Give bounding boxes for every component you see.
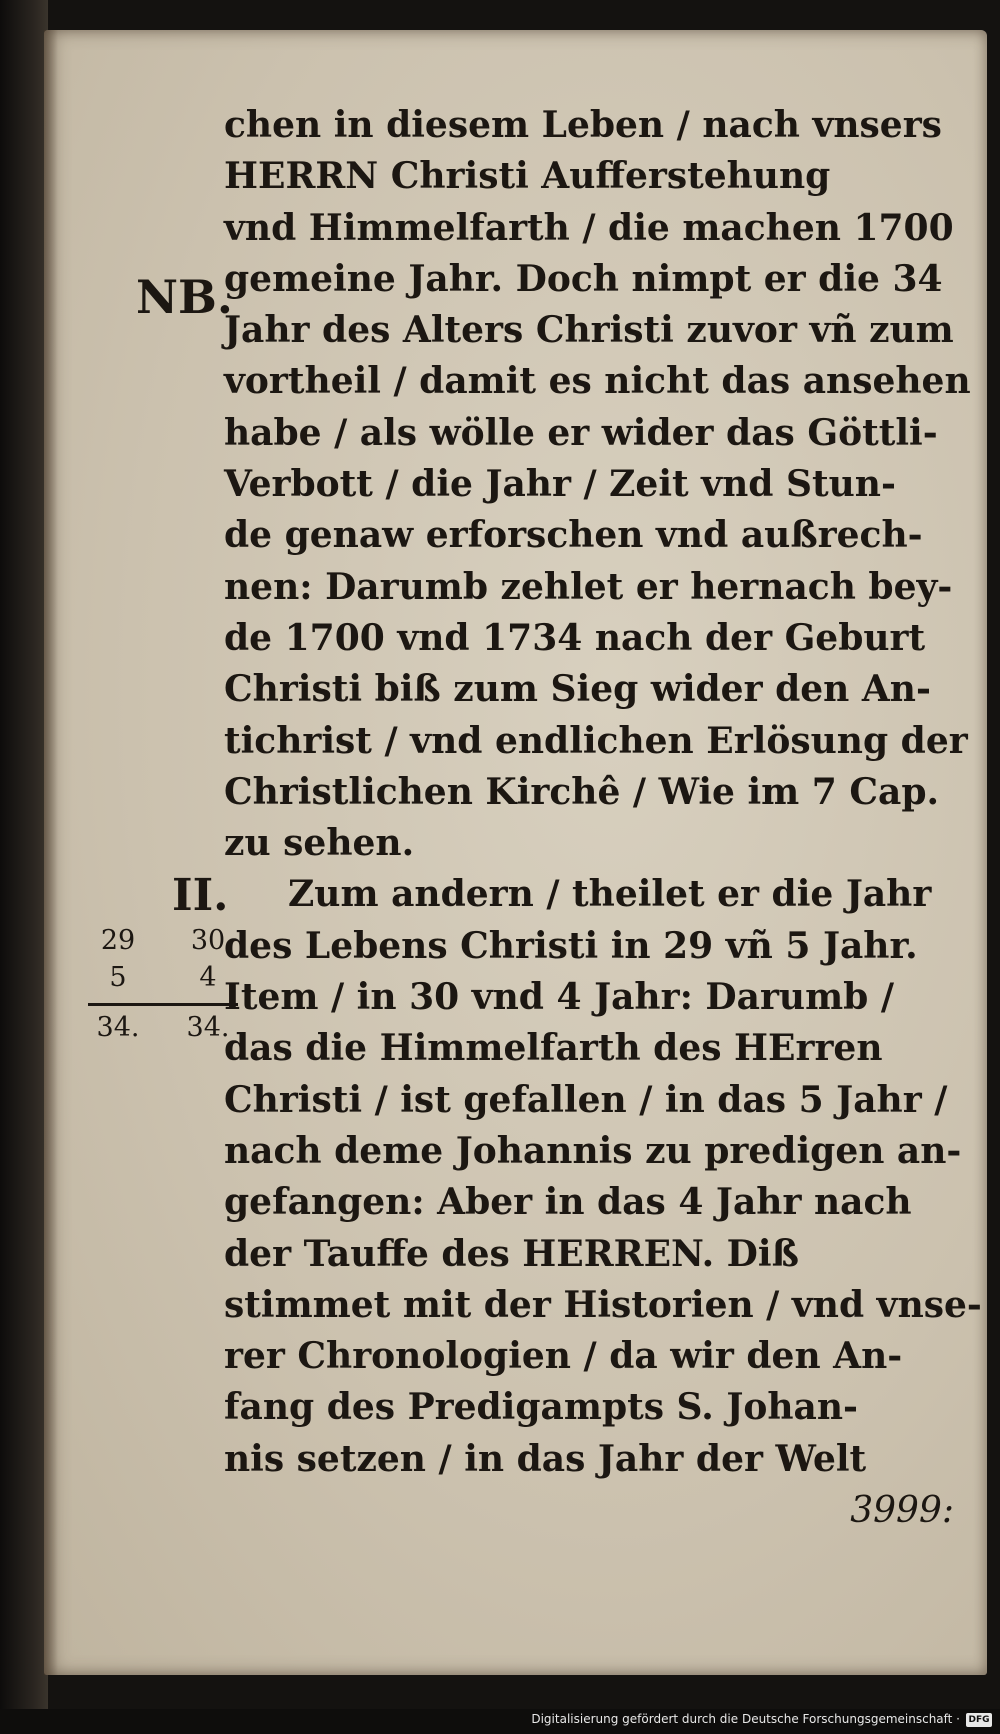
- margin-section-numeral: II.: [172, 870, 229, 921]
- text-line: Verbott / die Jahr / Zeit vnd Stun-: [224, 463, 896, 506]
- calc-total-row: [88, 1012, 238, 1049]
- margin-note-nb: NB.: [136, 270, 233, 324]
- book-edge: [0, 0, 48, 1734]
- text-line: habe / als wölle er wider das Göttli-: [224, 411, 938, 454]
- text-line: chen in diesem Leben / nach vnsers: [224, 104, 942, 146]
- calc-value: 5: [109, 962, 127, 993]
- body-text: [224, 100, 982, 1536]
- calc-total: 34.: [186, 1012, 230, 1043]
- text-line: rer Chronologien / da wir den An-: [224, 1335, 903, 1378]
- dfg-logo-icon: DFG: [966, 1713, 992, 1727]
- text-line: stimmet mit der Historien / vnd vnse-: [224, 1283, 982, 1326]
- text-line: Jahr des Alters Christi zuvor vñ zum: [224, 309, 954, 352]
- text-line: de genaw erforschen vnd außrech-: [224, 514, 923, 557]
- footer-credit: Digitalisierung gefördert durch die Deutsche Forschungsgemeinschaft ·: [531, 1712, 960, 1726]
- text-line: nach deme Johannis zu predigen an-: [224, 1129, 962, 1172]
- catchword: 3999:: [850, 1490, 954, 1532]
- text-line: nis setzen / in das Jahr der Welt: [224, 1437, 867, 1480]
- text-line: gefangen: Aber in das 4 Jahr nach: [224, 1181, 912, 1224]
- calc-sum-rule: [88, 1003, 238, 1006]
- text-line: der Tauffe des HERREN. Diß: [224, 1232, 799, 1275]
- text-line: tichrist / vnd endlichen Erlösung der: [224, 719, 968, 762]
- calc-value: 30: [190, 925, 226, 956]
- margin-calculation: [88, 925, 238, 1049]
- text-line: de 1700 vnd 1734 nach der Geburt: [224, 616, 926, 659]
- calc-row: [88, 925, 238, 962]
- text-line: gemeine Jahr. Doch nimpt er die 34: [224, 257, 943, 300]
- text-line: des Lebens Christi in 29 vñ 5 Jahr.: [224, 924, 918, 967]
- calc-total: 34.: [96, 1012, 140, 1043]
- text-line: das die Himmelfarth des HErren: [224, 1027, 883, 1070]
- calc-row: [88, 962, 238, 999]
- text-line: vortheil / damit es nicht das ansehen: [224, 360, 971, 403]
- text-line: zu sehen.: [224, 822, 415, 865]
- text-line: nen: Darumb zehlet er hernach bey-: [224, 565, 953, 608]
- page-gutter-shadow: [44, 30, 58, 1675]
- text-line: vnd Himmelfarth / die machen 1700: [224, 206, 954, 249]
- text-line: Christi / ist gefallen / in das 5 Jahr /: [224, 1078, 948, 1121]
- calc-value: 29: [100, 925, 136, 956]
- calc-value: 4: [199, 962, 217, 993]
- text-line: Item / in 30 vnd 4 Jahr: Darumb /: [224, 976, 895, 1019]
- text-line: Zum andern / theilet er die Jahr: [288, 873, 932, 916]
- text-line: Christi biß zum Sieg wider den An-: [224, 668, 931, 711]
- text-line: fang des Predigampts S. Johan-: [224, 1386, 858, 1429]
- text-line: HERRN Christi Aufferstehung: [224, 155, 831, 198]
- text-line: Christlichen Kirchê / Wie im 7 Cap.: [224, 770, 940, 813]
